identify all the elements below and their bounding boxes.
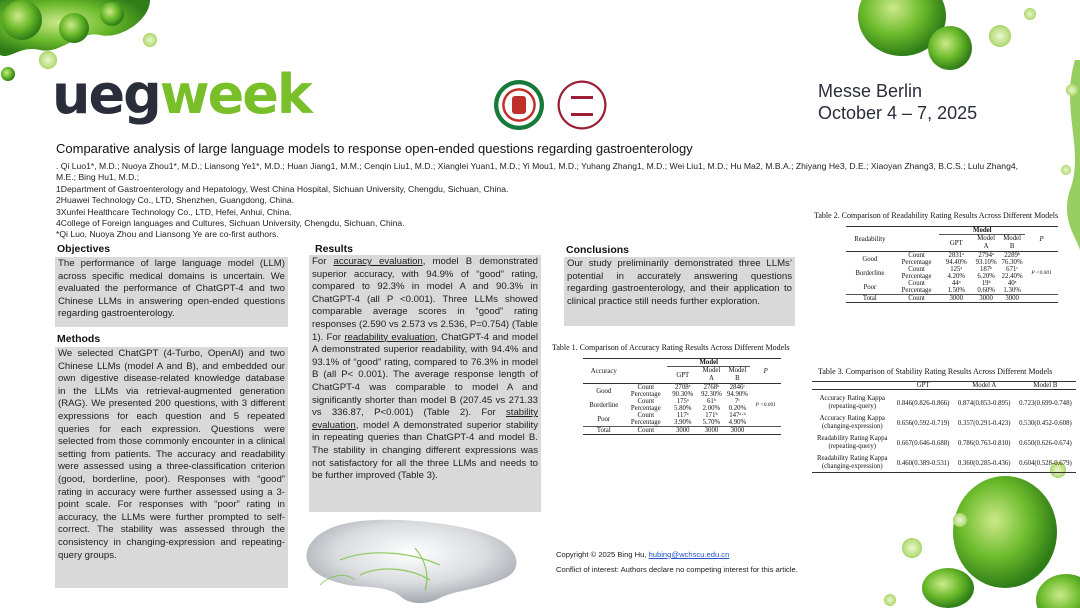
table-cell: Count	[908, 280, 925, 287]
copyright	[556, 550, 729, 559]
affiliation-3: 3Xunfei Healthcare Technology Co., LTD, Hefei, Anhui, China.	[56, 206, 292, 217]
table-cell: 0.786(0.763-0.810)	[957, 439, 1011, 447]
table3-col-model-a: Model A	[972, 382, 997, 389]
table-cell: 0.604(0.528-0.679)	[1019, 460, 1072, 467]
table-cell: 5.70%	[702, 419, 721, 426]
results-accuracy: , model B demonstrated superior accuracy, with 94.9% of “good” rating, compared to 92.3% in model A and 90.3% in ChatGPT-4 (all P <0.001). Three LLMs showed comparable average scores in “good” rating responses (2.590 vs 2.573 vs 2.536, P=0.754) (Table 1). For	[312, 256, 538, 343]
readability-evaluation-term: readability evaluation	[344, 331, 436, 343]
west-china-medical-seal	[556, 79, 608, 131]
table-cell: 117ᵃ	[676, 412, 689, 419]
table-row	[812, 435, 1076, 451]
table-cell: 171ᵇ	[705, 412, 718, 419]
conflict-of-interest: Conflict of interest: Authors declare no competing interest for this article.	[556, 565, 798, 574]
west-china-hospital-seal	[494, 80, 544, 130]
table2-col-gpt: GPT	[949, 239, 963, 247]
table-row	[812, 415, 1076, 431]
affiliation-2: 2Huawei Technology Co., LTD, Shenzhen, Guangdong, China.	[56, 195, 295, 206]
table1-p-value: P <0.001	[755, 402, 776, 408]
conclusions-heading: Conclusions	[566, 244, 630, 256]
table-cell: Percentage	[901, 273, 932, 280]
table-cell: 3000	[675, 427, 690, 434]
bottom-right-cells	[884, 462, 1080, 608]
table-cell: 3000	[979, 295, 993, 302]
table-cell: 6.20%	[977, 273, 995, 280]
table-cell: 2289ᵇ	[1004, 252, 1020, 259]
table-cell: Percentage	[630, 419, 661, 426]
table3-col-gpt: GPT	[916, 382, 930, 389]
table2-row-header: Readability	[846, 227, 894, 252]
table3-row-sublabel: (changing-expression)	[821, 423, 883, 430]
table-cell: 175ᵃ	[676, 398, 689, 405]
table-cell: 93.10%	[975, 259, 997, 266]
table-cell: 0.357(0.291-0.423)	[957, 419, 1011, 427]
table-cell: 94.40%	[945, 259, 967, 266]
table2-group-total: Total	[862, 295, 877, 302]
table-cell: Count	[637, 427, 655, 434]
table-cell: 2768ᵇ	[703, 384, 720, 391]
table-cell: 40ᵃ	[1007, 280, 1017, 287]
table1-col-model-a: Model A	[702, 367, 721, 382]
table-cell: 3.90%	[673, 419, 692, 426]
table3-row-sublabel: (repeating-query)	[828, 443, 877, 450]
results-stability: , model A demonstrated superior stability in repeating queries than ChatGPT-4 and model B. The stability in changing different expressions was not satisfactory for all the three LLMs and needs to be further improved (Table 3).	[312, 419, 538, 482]
logo-week: week	[159, 63, 311, 126]
table3-stability	[812, 381, 1076, 473]
table1-group-poor: Poor	[597, 415, 611, 423]
table-cell: 125ᵃ	[950, 266, 963, 273]
table2-readability	[846, 226, 1058, 303]
table-cell: 2831ᵃ	[948, 252, 964, 259]
liver-illustration	[306, 520, 516, 603]
table2-group-good: Good	[862, 255, 878, 263]
table-cell: Count	[908, 266, 925, 273]
table3-row-label: Readability Rating Kappa	[816, 455, 888, 462]
table1-col-model-b: Model B	[728, 367, 747, 382]
table-cell: 1.30%	[1003, 287, 1021, 294]
table-cell: Percentage	[630, 405, 661, 412]
table-cell: 0.874(0.853-0.895)	[957, 399, 1011, 407]
table1-row-header: Accuracy	[583, 359, 625, 384]
table-cell: 0.460(0.389-0.531)	[896, 460, 950, 467]
table3-row-label: Accuracy Rating Kappa	[819, 395, 885, 402]
table-cell: Percentage	[630, 391, 661, 398]
table2-group-borderline: Borderline	[855, 269, 885, 277]
results-text	[309, 255, 541, 512]
table-cell: 94.90%	[726, 391, 748, 398]
table-cell: 2846ᶜ	[729, 384, 746, 391]
affiliation-1: 1Department of Gastroenterology and Hepatology, West China Hospital, Sichuan University, Chengdu, Sichuan, China.	[56, 184, 509, 194]
table-cell: Count	[637, 412, 655, 419]
event-dates: October 4 – 7, 2025	[818, 103, 978, 123]
table1-caption: Table 1. Comparison of Accuracy Rating Results Across Different Models	[552, 343, 790, 352]
table-cell: 44ᵃ	[951, 280, 961, 287]
methods-text: We selected ChatGPT (4-Turbo, OpenAI) and two Chinese LLMs (model A and B), and embedded our own digestive disease-related knowledge database in the LLMs via retrieval-augmented generation (RAG). We presented 200 questions, with 3 different expressions for each question and 5 repeated queries for each expression. Questions were selected from those commonly encounter in a clinical setting from patients. The accuracy and readability were assessed using a three-classification criterion (good, borderline, poor). Responses with “good” rating in accuracy were further assessed using a 3-point scale. For responses with “poor” rating in accuracy, the LLMs were further prompted to self-correct. The stability was assessed through the consistency in changing-expression and repeating-query groups.	[55, 347, 288, 588]
table2-col-model-b: Model B	[1003, 235, 1022, 250]
table-cell: 0.530(0.452-0.608)	[1019, 419, 1072, 427]
table-cell: Percentage	[901, 259, 932, 266]
event-info	[818, 80, 977, 124]
top-right-cells	[858, 0, 1036, 70]
copyright-text: Copyright © 2025 Bing Hu,	[556, 550, 649, 559]
conclusions-text: Our study preliminarily demonstrated three LLMs’ potential in accurately answering questions regarding gastroenterology, and their application to clinical practice still needs further exploration.	[564, 257, 795, 326]
table-cell: 92.30%	[700, 391, 722, 398]
contact-email-link[interactable]: hubing@wchscu.edu.cn	[648, 550, 730, 559]
table-cell: 3000	[1005, 295, 1019, 302]
table-cell: 0.360(0.285-0.436)	[957, 460, 1011, 467]
table2-caption: Table 2. Comparison of Readability Rating Results Across Different Models	[814, 211, 1059, 220]
table-cell: 4.90%	[728, 419, 747, 426]
accuracy-evaluation-term: accuracy evaluation	[333, 256, 423, 267]
table-cell: 0.60%	[977, 287, 995, 294]
table2-p-value: P <0.001	[1031, 270, 1052, 276]
table-cell: 187ᵇ	[979, 266, 993, 273]
table-cell: 0.656(0.592-0.719)	[896, 419, 950, 427]
table1-accuracy	[583, 358, 781, 435]
table3-row-sublabel: (repeating-query)	[828, 403, 877, 410]
table3-caption: Table 3. Comparison of Stability Rating Results Across Different Models	[818, 367, 1053, 376]
affiliation-4: 4College of Foreign languages and Cultures, Sichuan University, Chengdu, Sichuan, China.	[56, 217, 405, 228]
table-cell: 2.00%	[702, 405, 721, 412]
table-cell: 2708ᵃ	[675, 384, 691, 391]
table-cell: 76.30%	[1001, 259, 1023, 266]
results-lead: For	[312, 256, 334, 267]
table-cell: 4.20%	[947, 273, 966, 280]
table-cell: 0.667(0.646-0.688)	[896, 439, 950, 447]
table-cell: 0.650(0.626-0.674)	[1019, 439, 1072, 447]
table1-group-borderline: Borderline	[589, 401, 619, 409]
table-cell: 3000	[704, 427, 719, 434]
table-cell: 147ᵃ·ᵇ	[729, 412, 746, 419]
objectives-text: The performance of large language model (LLM) across specific medical domains is uncertain. We evaluated the performance of ChatGPT-4 and two Chinese LLMs in answering open-ended questions regarding gastroenterology.	[55, 257, 288, 327]
table1-group-good: Good	[596, 387, 612, 395]
results-readability: , ChatGPT-4 and model A demonstrated superior readability, with 94.4% and 93.1% of “good” rating, compared to 76.3% in model B (all P< 0.001). The average response length of ChatGPT-4 was comparable to model A and significantly shorter than model B (207.45 vs 271.33 vs 336.87, P<0.001) (Table 2). For	[312, 331, 538, 419]
table2-model-header: Model	[973, 227, 992, 234]
table1-p-header: P	[750, 359, 781, 384]
table-cell: 7ᶜ	[734, 398, 740, 405]
poster-title: Comparative analysis of large language models to response open-ended questions regarding gastroenterology	[56, 141, 693, 156]
table1-model-header: Model	[699, 359, 718, 366]
table-cell: 0.20%	[728, 405, 747, 412]
table2-group-poor: Poor	[863, 283, 877, 291]
stability-evaluation-term: stability evaluation	[312, 407, 538, 431]
table-cell: 1.50%	[947, 287, 966, 294]
table-cell: 61ᵇ	[706, 398, 716, 405]
table-cell: 90.30%	[672, 391, 694, 398]
table-cell: 0.846(0.826-0.866)	[896, 399, 950, 407]
table3-col-model-b: Model B	[1033, 382, 1058, 389]
table-cell: 2794ᵃ	[978, 252, 994, 259]
table-cell: Count	[637, 398, 655, 405]
right-edge-cells	[1061, 60, 1080, 250]
table3-row-label: Accuracy Rating Kappa	[819, 415, 885, 422]
table-cell: 671ᶜ	[1006, 266, 1019, 273]
results-heading: Results	[315, 243, 353, 255]
table-cell: 3000	[730, 427, 745, 434]
table-cell: Percentage	[901, 287, 932, 294]
table-cell: Count	[908, 252, 925, 259]
logo-ueg: ueg	[52, 63, 160, 126]
table-cell: 19ᵇ	[981, 280, 991, 287]
table2-p-header: P	[1025, 227, 1058, 252]
co-first-note: *Qi Luo, Nuoya Zhou and Liansong Ye are co-first authors.	[56, 229, 279, 240]
table1-col-gpt: GPT	[676, 371, 690, 379]
affiliations	[56, 184, 508, 240]
objectives-heading: Objectives	[57, 243, 111, 255]
table-cell: Count	[908, 295, 925, 302]
event-venue: Messe Berlin	[818, 81, 923, 101]
table2-col-model-a: Model A	[977, 235, 996, 250]
table-cell: 22.40%	[1001, 273, 1023, 280]
author-list: . Qi Luo1*, M.D.; Nuoya Zhou1*, M.D.; Liansong Ye1*, M.D.; Huan Jiang1, M.M.; Cenqin Liu1, M.D.; Xianglei Yuan1, M.D.; Yi Mou1, M.D.; Yuhang Zhang1, M.D.; Wei Liu1, M.D.; Hu Ma2, M.B.A.; Zhiyang He3, D.E.; Xiaoyan Zhang3, B.C.S.; Lulu Zhang4, M.E.; Bing Hu1, M.D.;	[56, 161, 1019, 182]
table-cell: 0.723(0.699-0.748)	[1019, 399, 1072, 407]
table-cell: 3000	[949, 295, 964, 302]
table-cell: 5.80%	[673, 405, 692, 412]
table1-group-total: Total	[596, 427, 611, 434]
ueg-week-logo	[52, 63, 311, 126]
table3-row-label: Readability Rating Kappa	[816, 435, 888, 442]
table-row	[812, 455, 1076, 473]
table3-row-sublabel: (changing-expression)	[821, 463, 883, 470]
methods-heading: Methods	[57, 333, 101, 345]
table-cell: Count	[637, 384, 655, 391]
table-row	[812, 395, 1076, 411]
